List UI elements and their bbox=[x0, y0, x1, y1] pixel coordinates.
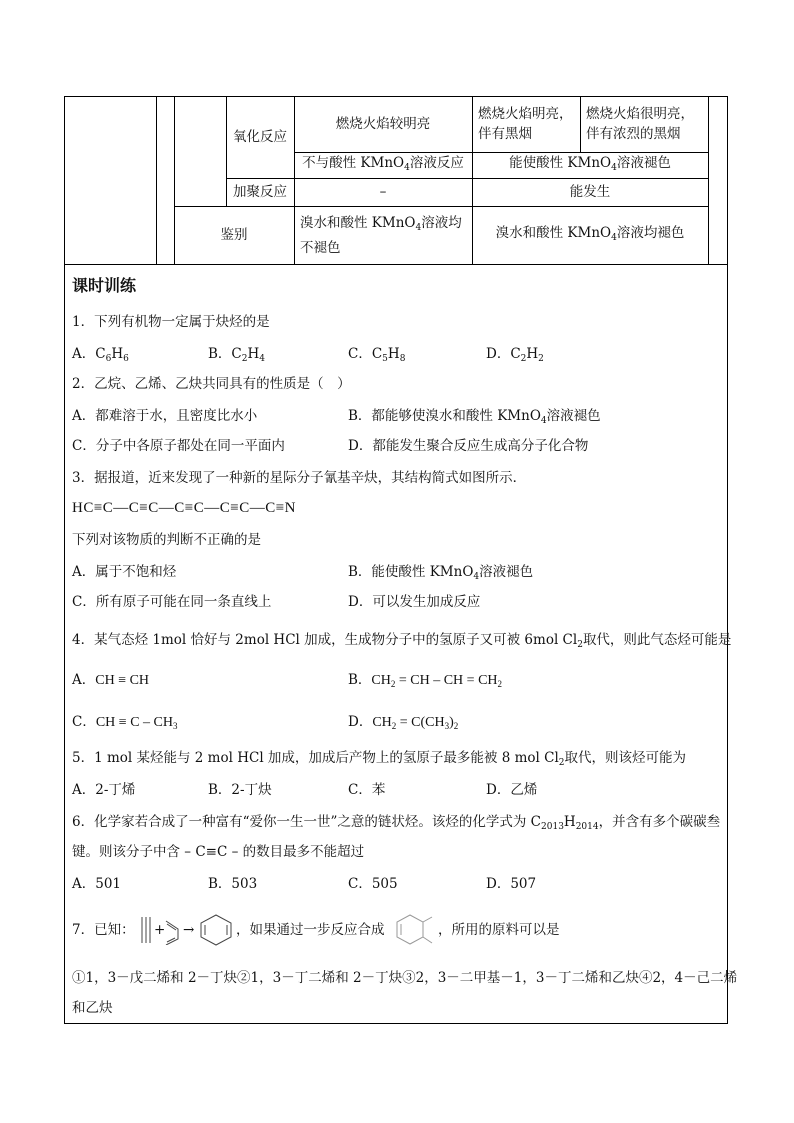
alkene-flame-line2: 伴有黑烟 bbox=[478, 126, 532, 142]
alkane-kmno4-text: 不与酸性 KMnO$_4$溶液反应 bbox=[302, 154, 464, 173]
polymerization-alkane: – bbox=[379, 184, 387, 200]
polymerization-unsaturated: 能发生 bbox=[569, 184, 611, 200]
q3-sub-stem: 下列对该物质的判断不正确的是 bbox=[72, 532, 261, 548]
q7-stem-mid: ，如果通过一步反应合成 bbox=[236, 922, 385, 938]
identification-alkane-line2: 不褪色 bbox=[300, 239, 341, 256]
identification-unsaturated bbox=[472, 206, 708, 264]
q1-option-a: A．$C_6H_6$ bbox=[72, 346, 129, 364]
q5-option-a: A．2-丁烯 bbox=[72, 782, 136, 798]
q5-option-b: B．2-丁炔 bbox=[208, 782, 272, 798]
unsaturated-kmno4-text: 能使酸性 KMnO$_4$溶液褪色 bbox=[509, 154, 671, 173]
q4-stem: 4．某气态烃 1mol 恰好与 2mol HCl 加成，生成物分子中的氢原子又可被 6mol $Cl_2$取代，则此气态烃可能是 bbox=[72, 632, 732, 650]
alkyne-flame bbox=[582, 96, 712, 152]
q3-option-c: C．所有原子可能在同一条直线上 bbox=[72, 594, 272, 610]
q4-option-a: A．CH ≡ CH bbox=[72, 672, 150, 688]
dimethyl-cyclohexadiene-structure-icon bbox=[394, 913, 436, 947]
q3-stem: 3．据报道，近来发现了一种新的星际分子氰基辛炔，其结构简式如图所示． bbox=[72, 470, 527, 486]
alkyne-flame-line2: 伴有浓烈的黑烟 bbox=[586, 126, 681, 142]
q7-reaction-arrow: → bbox=[183, 922, 195, 938]
q6-option-d: D．507 bbox=[486, 876, 537, 892]
q4-option-b: B．$CH_2$ = CH – CH = $CH_2$ bbox=[348, 672, 503, 689]
q2-option-d: D．都能发生聚合反应生成高分子化合物 bbox=[348, 438, 589, 454]
identification-alkane bbox=[296, 206, 476, 264]
alkene-flame bbox=[474, 96, 582, 152]
q1-option-d: D．$C_2H_2$ bbox=[486, 346, 544, 364]
table-line-v1 bbox=[156, 96, 157, 264]
q2-option-c: C．分子中各原子都处在同一平面内 bbox=[72, 438, 285, 454]
alkane-flame: 燃烧火焰较明亮 bbox=[335, 116, 431, 132]
q6-option-b: B．503 bbox=[208, 876, 258, 892]
alkyne-triple-bond-icon bbox=[140, 915, 154, 945]
cyclohexadiene-structure-icon bbox=[198, 913, 234, 947]
q6-stem-line1: 6．化学家若合成了一种富有“爱你一生一世”之意的链状烃。该烃的化学式为 $C_{2013}H_{2014}$，并含有多个碳碳叁 bbox=[72, 814, 721, 832]
identification-unsaturated-text: 溴水和酸性 KMnO$_4$溶液均褪色 bbox=[495, 224, 685, 243]
q2-stem: 2．乙烷、乙烯、乙炔共同具有的性质是（ ） bbox=[72, 376, 351, 392]
q7-options-line1: ①1，3－戊二烯和 2－丁炔②1，3－丁二烯和 2－丁炔③2，3－二甲基－1，3－丁二烯和乙炔④2，4－己二烯 bbox=[72, 970, 738, 986]
table-line-h4 bbox=[64, 264, 728, 265]
alkyne-flame-line1: 燃烧火焰很明亮， bbox=[586, 106, 694, 122]
polymerization-label: 加聚反应 bbox=[233, 184, 287, 200]
q5-option-d: D．乙烯 bbox=[486, 782, 538, 798]
q6-option-c: C．505 bbox=[348, 876, 398, 892]
q1-option-c: C．$C_5H_8$ bbox=[348, 346, 406, 364]
identification-label: 鉴别 bbox=[220, 227, 248, 243]
q1-stem: 1．下列有机物一定属于炔烃的是 bbox=[72, 314, 270, 330]
q1-option-b: B．$C_2H_4$ bbox=[208, 346, 265, 364]
q7-stem-post: ，所用的原料可以是 bbox=[438, 922, 560, 938]
q3-structure-formula: HC≡C—C≡C—C≡C—C≡C—C≡N bbox=[72, 500, 297, 516]
q7-plus-sign: + bbox=[154, 922, 166, 938]
q3-option-b: B．能使酸性 KMnO$_4$溶液褪色 bbox=[348, 564, 534, 582]
q4-option-c: C．CH ≡ C – $CH_3$ bbox=[72, 714, 178, 731]
q6-stem-line2: 键。则该分子中含 – C≡C – 的数目最多不能超过 bbox=[72, 844, 365, 860]
section-title: 课时训练 bbox=[72, 276, 137, 295]
q5-option-c: C．苯 bbox=[348, 782, 386, 798]
q2-option-b: B．都能够使溴水和酸性 KMnO$_4$溶液褪色 bbox=[348, 408, 601, 426]
q6-option-a: A．501 bbox=[72, 876, 122, 892]
alkene-flame-line1: 燃烧火焰明亮， bbox=[478, 106, 573, 122]
alkane-kmno4 bbox=[294, 152, 472, 178]
q7-stem-pre: 7．已知： bbox=[72, 922, 135, 938]
q5-stem: 5．1 mol 某烃能与 2 mol HCl 加成，加成后产物上的氢原子最多能被 8 mol $Cl_2$取代，则该烃可能为 bbox=[72, 750, 687, 768]
q2-option-a: A．都难溶于水，且密度比水小 bbox=[72, 408, 258, 424]
butadiene-structure-icon bbox=[164, 915, 182, 945]
unsaturated-kmno4 bbox=[472, 152, 708, 178]
identification-alkane-line1: 溴水和酸性 KMnO$_4$溶液均 bbox=[300, 214, 462, 233]
q7-options-line2: 和乙炔 bbox=[72, 1000, 113, 1016]
q3-option-d: D．可以发生加成反应 bbox=[348, 594, 481, 610]
oxidation-label: 氧化反应 bbox=[233, 129, 287, 145]
q4-option-d: D．$CH_2 = C(CH_3)_2$ bbox=[348, 714, 459, 731]
q3-option-a: A．属于不饱和烃 bbox=[72, 564, 177, 580]
